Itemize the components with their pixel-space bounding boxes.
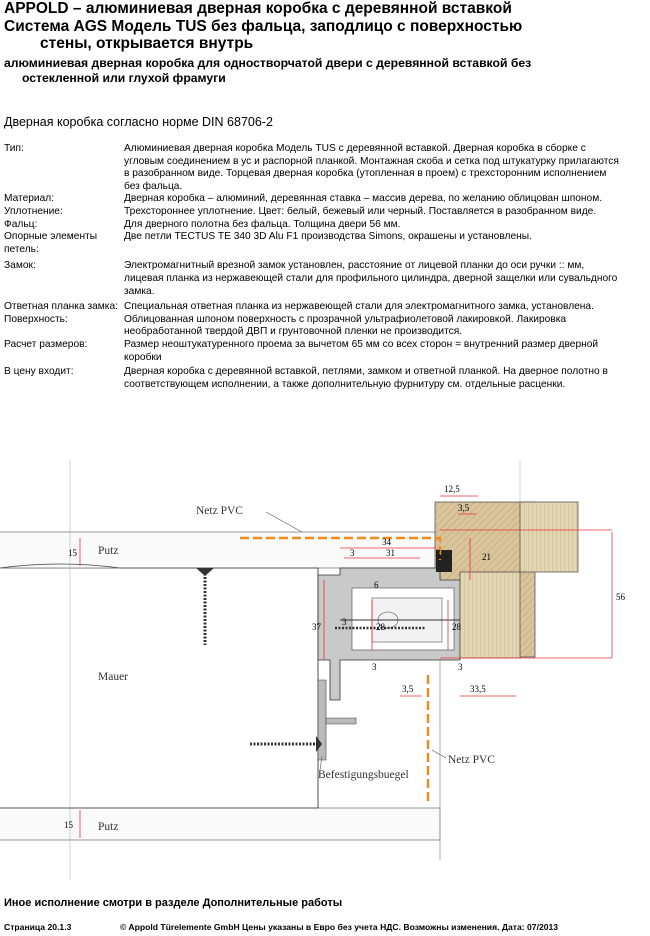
label-putz-top: Putz <box>98 545 119 557</box>
spec-value: Специальная ответная планка из нержавеющей стали для электромагнитного замка, установлена. <box>124 301 594 313</box>
spec-row-type <box>4 143 644 193</box>
spec-value: Дверная коробка с деревянной вставкой, петлями, замком и ответной планкой. На дверное полотно в соответствующем исполнении, а также дополнительную фурнитуру см. отдельные расценки. <box>124 366 608 390</box>
bottom-note: Иное исполнение смотри в разделе Дополнительные работы <box>4 897 343 909</box>
spec-label: Ответная планка замка: <box>4 301 118 313</box>
spec-label: Замок: <box>4 260 36 272</box>
title-line-1: APPOLD – алюминиевая дверная коробка с деревянной вставкой <box>4 0 512 17</box>
spec-label: В цену входит: <box>4 366 74 378</box>
spec-list <box>4 143 644 391</box>
spec-row-seal <box>4 206 644 219</box>
dim-6: 6 <box>374 580 379 590</box>
spec-label: Уплотнение: <box>4 205 63 217</box>
copyright-text: © Appold Türelemente GmbH Цены указаны в Евро без учета НДС. Возможны изменения. Дата: 07/2013 <box>120 922 559 932</box>
wood-insert <box>460 572 520 658</box>
spec-value: Алюминиевая дверная коробка Модель TUS с деревянной вставкой. Дверная коробка в сборке с угловым соединением в ус и распорной планкой. Монтажная скоба и сетка под штукатурку прилагаются в разобранном виде. Торцевая дверная коробка (утопленная в проем) с трехсторонним исполнением без фальца. <box>124 143 619 192</box>
spec-row-hinges <box>4 231 644 256</box>
spec-value: Две петли TECTUS TE 340 3D Alu F1 производства Simons, окрашены и установлены. <box>124 231 532 243</box>
spec-label: Тип: <box>4 143 24 154</box>
spec-value: Электромагнитный врезной замок установлен, расстояние от лицевой планки до оси ручки :: мм, лицевая планка из нержавеющей стали для профильного цилиндра, дверной защелки или сувальдного замка. <box>124 260 618 297</box>
page-number: Страница 20.1.3 <box>4 922 72 932</box>
subtitle-line-2: остекленной или глухой фрамуги <box>22 70 226 85</box>
dim-3-5-bottom: 3,5 <box>402 684 414 694</box>
norm-reference: Дверная коробка согласно норме DIN 68706-2 <box>4 115 273 129</box>
title-line-3: стены, открывается внутрь <box>40 35 254 52</box>
dim-21: 21 <box>482 552 491 562</box>
spec-value: Дверная коробка – алюминий, деревянная ставка – массив дерева, по желанию облицован шпоном. <box>124 193 603 205</box>
spec-row-included <box>4 366 644 391</box>
spec-value: Размер неоштукатуренного проема за вычетом 65 мм со всех сторон = внутренний размер дверной коробки <box>124 338 599 363</box>
title-line-2: Система AGS Модель TUS без фальца, заподлицо с поверхностью <box>4 17 523 35</box>
label-bracket: Befestigungsbuegel <box>318 769 409 781</box>
dim-28-a: 28 <box>376 622 385 632</box>
wall-block <box>0 568 318 808</box>
label-mauer: Mauer <box>98 671 129 683</box>
dim-15-bottom: 15 <box>64 820 73 830</box>
dim-3-d: 3 <box>372 662 377 672</box>
spec-value: Трехстороннее уплотнение. Цвет: белый, бежевый или черный. Поставляется в разобранном виде. <box>124 205 597 217</box>
dim-3-e: 3 <box>458 662 463 672</box>
spec-label: Поверхность: <box>4 313 68 325</box>
spec-label: Фальц: <box>4 218 38 230</box>
dim-31: 31 <box>386 548 395 558</box>
dim-37: 37 <box>312 622 321 632</box>
label-netz-pvc-top: Netz PVC <box>196 505 243 517</box>
dim-3-b: 3 <box>436 548 441 558</box>
dim-28-b: 28 <box>452 622 461 632</box>
spec-row-dimensions <box>4 339 644 364</box>
page-title <box>4 0 644 53</box>
spec-row-strike-plate <box>4 301 644 314</box>
dim-34: 34 <box>382 537 391 547</box>
spec-row-material <box>4 193 644 206</box>
dim-56: 56 <box>616 592 625 602</box>
spec-label: Расчет размеров: <box>4 338 88 350</box>
spec-row-rebate <box>4 219 644 232</box>
bracket-arm <box>326 718 356 724</box>
dim-3-5-top: 3,5 <box>458 503 470 513</box>
page-subtitle <box>4 56 644 85</box>
dim-3-c: 3 <box>342 617 347 627</box>
frame-section-drawing <box>0 460 650 880</box>
spec-row-surface <box>4 314 644 339</box>
spec-value: Для дверного полотна без фальца. Толщина двери 56 мм. <box>124 218 401 230</box>
dim-3-a: 3 <box>350 548 355 558</box>
dim-15-top: 15 <box>68 548 77 558</box>
label-putz-bottom: Putz <box>98 821 119 833</box>
subtitle-line-1: алюминиевая дверная коробка для одностворчатой двери с деревянной вставкой без <box>4 56 532 70</box>
spec-value: Облицованная шпоном поверхность с прозрачной ультрафиолетовой лакировкой. Лакировка необработанной твердой ДВП и грунтовочной пленки не производится. <box>124 313 567 338</box>
door-leaf-edge <box>520 502 578 572</box>
fixing-bracket <box>318 680 326 760</box>
dim-33-5: 33,5 <box>470 684 486 694</box>
spec-label: Опорные элементы петель: <box>4 231 98 255</box>
dim-12-5: 12,5 <box>444 484 460 494</box>
label-netz-pvc-bottom: Netz PVC <box>448 754 495 766</box>
spec-row-lock <box>4 260 644 298</box>
spec-label: Материал: <box>4 193 55 205</box>
